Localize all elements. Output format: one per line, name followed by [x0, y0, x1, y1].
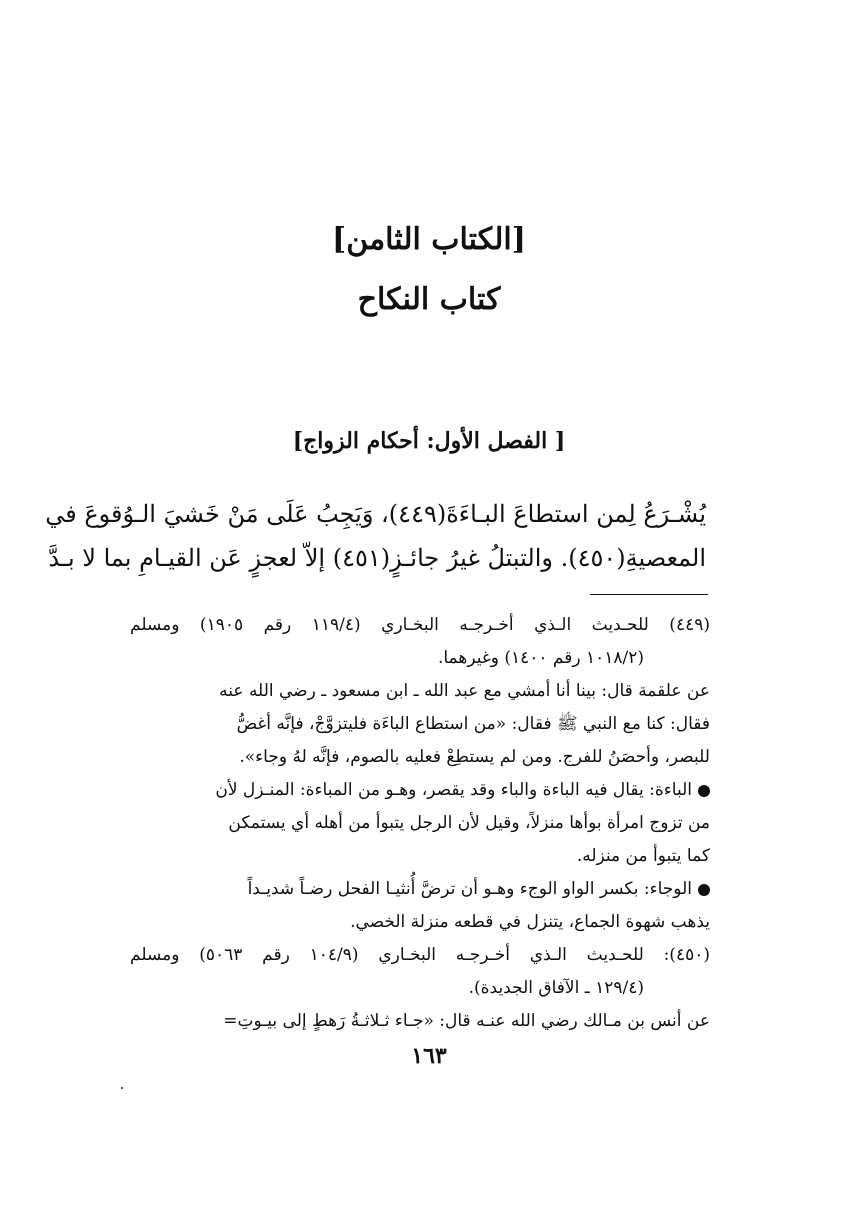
footnote-450-line-2: (١٢٩/٤ ـ الآفاق الجديدة).: [468, 978, 644, 998]
wijaa-definition-line-2: يذهب شهوة الجماع، يتنزل في قطعه منزلة الخصي.: [350, 912, 710, 932]
bullet-icon: [698, 785, 710, 797]
chapter-title: [ الفصل الأول: أحكام الزواج]: [292, 428, 566, 454]
book-subtitle: كتاب النكاح: [357, 282, 501, 317]
scan-speck: [121, 1087, 123, 1089]
footnote-449-line-2: (١٠١٨/٢ رقم ١٤٠٠) وغيرهما.: [437, 648, 644, 668]
footnote-separator: [590, 594, 708, 595]
baa-definition-line-3: كما يتبوأ من منزله.: [576, 846, 710, 866]
main-text-line-2: المعصيةِ(٤٥٠). والتبتلُ غيرُ جائـزٍ(٤٥١) إلاّ لعجزٍ عَن القيـامِ بما لا بـدَّ: [48, 544, 706, 572]
footnote-450-line-1: (٤٥٠): للحـديث الـذي أخـرجـه البخـاري (١٠٤/٩ رقم ٥٠٦٣) ومسلم: [130, 945, 710, 965]
main-text: [45, 492, 706, 580]
baa-definition-text: الباءة: يقال فيه الباءة والباء وقد يقصر، وهـو من المباءة: المنـزل لأن: [215, 780, 692, 800]
book-title: [الكتاب الثامن]: [332, 222, 526, 257]
wijaa-definition-line-1: [248, 873, 710, 906]
footnote-449-line-1: (٤٤٩) للحـديث الـذي أخـرجـه البخـاري (١١٩/٤ رقم ١٩٠٥) ومسلم: [130, 615, 710, 635]
hadith-line-1: عن علقمة قال: بينا أنا أمشي مع عبد الله ـ ابن مسعود ـ رضي الله عنه: [219, 681, 710, 701]
wijaa-definition-text: الوجاء: بكسر الواو الوجء وهـو أن ترضَّ أُنثيـا الفحل رضـاً شديـداً: [247, 879, 692, 899]
baa-definition-line-1: [215, 774, 710, 807]
main-text-line-1: يُشْـرَعُ لِمن استطاعَ البـاءَةَ(٤٤٩)، وَيَجِبُ عَلَى مَنْ خَشيَ الـوُقوعَ في: [45, 500, 706, 528]
bullet-icon: [698, 884, 710, 896]
baa-definition-line-2: من تزوج امرأة بوأها منزلاً، وقيل لأن الرجل يتبوأ من أهله أي يستمكن: [228, 813, 710, 833]
anas-hadith-line-1: عن أنس بن مـالك رضي الله عنـه قال: «جـاء ثـلاثـةُ رَهطٍ إلى بيـوتِ=: [223, 1011, 710, 1031]
hadith-line-2: فقال: كنا مع النبي ﷺ فقال: «من استطاع الباءَة فليتزوَّجْ، فإنَّه أغضُّ: [236, 714, 710, 734]
page-number: ١٦٣: [411, 1043, 447, 1069]
hadith-line-3: للبصر، وأحصَنُ للفرج. ومن لم يستطِعْ فعليه بالصوم، فإنَّه لهُ وجاء».: [239, 747, 710, 767]
